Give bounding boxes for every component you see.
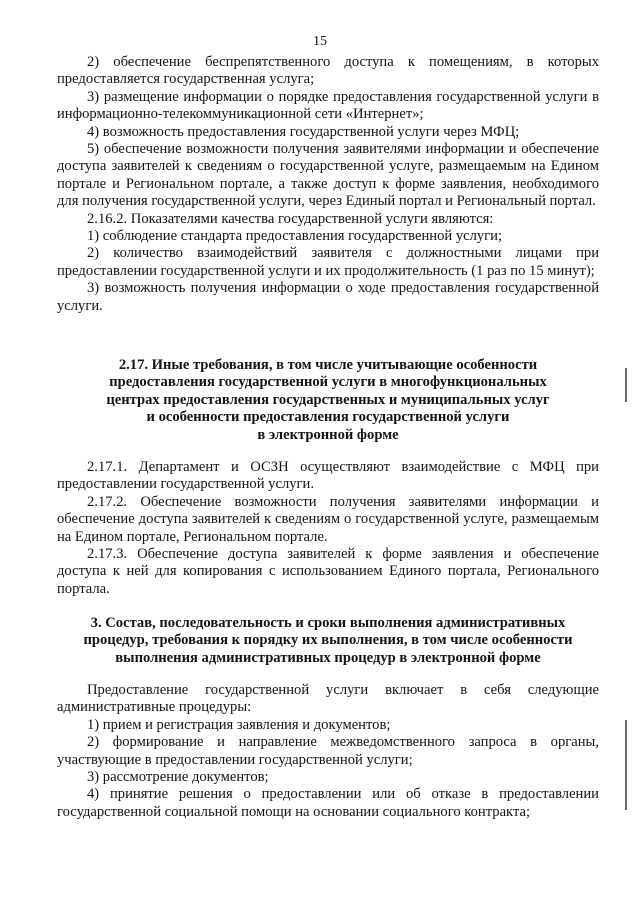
page-number: 15 <box>313 34 327 49</box>
paragraph: 2.16.2. Показателями качества государственной услуги являются: <box>87 210 494 227</box>
heading-line: и особенности предоставления государственной услуги <box>146 409 510 426</box>
heading-line: в электронной форме <box>257 426 399 443</box>
section-3-body <box>57 682 599 821</box>
paragraph: 3) возможность получения информации о ходе предоставления государственной услуги. <box>57 280 599 314</box>
paragraph: 2) формирование и направление межведомственного запроса в органы, участвующие в предоставлении государственной услуги; <box>57 734 599 768</box>
section-3-heading <box>57 615 599 667</box>
heading-line: процедур, требования к порядку их выполнения, в том числе особенности <box>83 632 573 649</box>
paragraph: 4) принятие решения о предоставлении или об отказе в предоставлении государственной социальной помощи на основании социального контракта; <box>57 786 599 820</box>
scan-edge-mark <box>625 368 627 402</box>
paragraph: 2.17.1. Департамент и ОСЗН осуществляют взаимодействие с МФЦ при предоставлении государственной услуги. <box>57 459 599 493</box>
paragraph: 1) прием и регистрация заявления и документов; <box>87 716 391 733</box>
paragraph: 4) возможность предоставления государственной услуги через МФЦ; <box>87 123 520 140</box>
paragraph: 2) обеспечение беспрепятственного доступа к помещениям, в которых предоставляется государственная услуга; <box>57 54 599 88</box>
section-2-17-body <box>57 459 599 598</box>
heading-line: центрах предоставления государственных и муниципальных услуг <box>106 391 550 408</box>
paragraph: 3) размещение информации о порядке предоставления государственной услуги в информационно-телекоммуникационной сети «Интернет»; <box>57 88 599 123</box>
heading-line: 2.17. Иные требования, в том числе учитывающие особенности <box>118 357 538 373</box>
paragraph: 5) обеспечение возможности получения заявителями информации и обеспечение доступа заявителей к сведениям о государственной услуге, размещаемым на Едином портале и Региональном портале, а также доступ к форме заявления, необходимого для получения государственной услуги, через Единый портал и Региональный портал. <box>57 141 599 210</box>
paragraph: 1) соблюдение стандарта предоставления государственной услуги; <box>87 228 503 245</box>
section-2-16-continuation <box>57 54 599 315</box>
heading-line: 3. Состав, последовательность и сроки выполнения административных <box>90 615 566 631</box>
paragraph: 2.17.3. Обеспечение доступа заявителей к форме заявления и обеспечение доступа к ней для копирования с использованием Единого портала, Регионального портала. <box>57 546 599 597</box>
paragraph: 2) количество взаимодействий заявителя с должностными лицами при предоставлении государственной услуги и их продолжительность (1 раз по 15 минут); <box>57 245 599 279</box>
paragraph: Предоставление государственной услуги включает в себя следующие административные процедуры: <box>57 682 599 716</box>
section-2-17-heading <box>57 357 599 444</box>
paragraph: 3) рассмотрение документов; <box>87 769 269 786</box>
paragraph: 2.17.2. Обеспечение возможности получения заявителями информации и обеспечение доступа заявителей к сведениям о государственной услуге, размещаемым на Едином портале, Региональном портале. <box>57 493 599 545</box>
scan-edge-mark <box>625 720 627 810</box>
heading-line: предоставления государственной услуги в многофункциональных <box>109 374 547 391</box>
heading-line: выполнения административных процедур в электронной форме <box>115 649 541 666</box>
